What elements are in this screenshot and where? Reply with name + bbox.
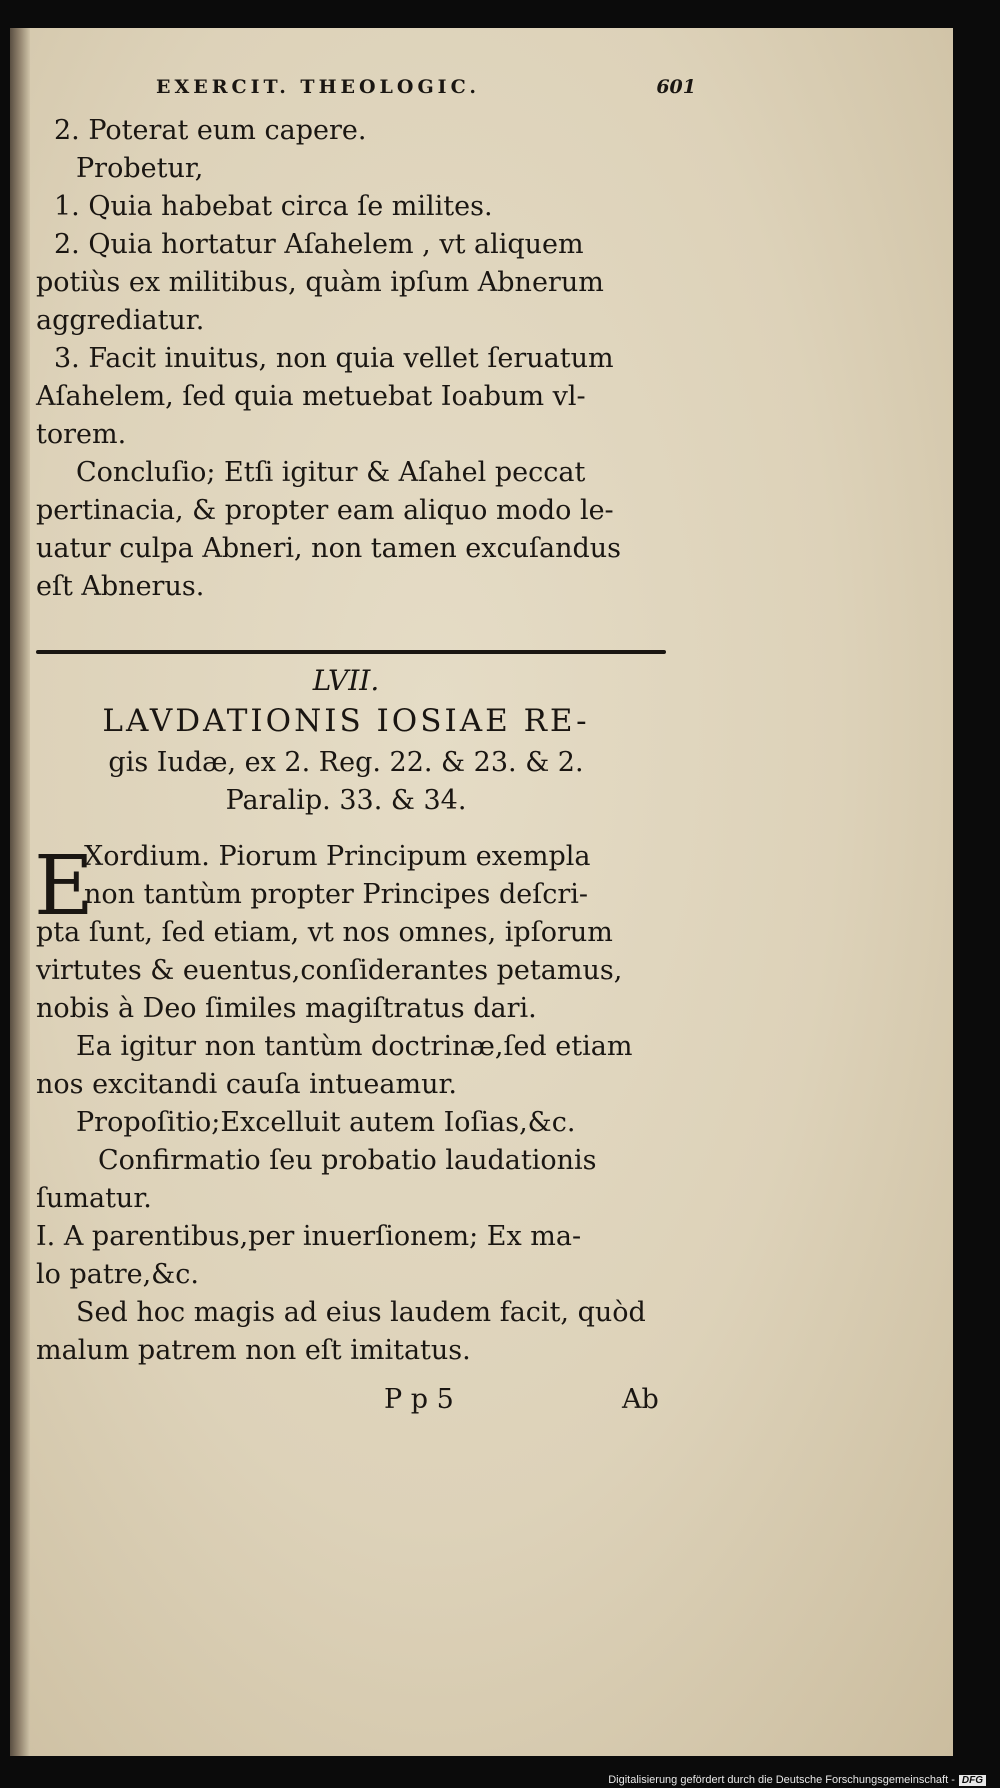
text-line: 1. Quia habebat circa ſe milites.	[54, 191, 493, 222]
book-page	[10, 28, 953, 1756]
text-line: ſumatur.	[36, 1183, 152, 1214]
text-line: Ea igitur non tantùm doctrinæ,ſed etiam	[76, 1031, 633, 1062]
text-line: malum patrem non eſt imitatus.	[36, 1335, 471, 1366]
text-line: aggrediatur.	[36, 305, 205, 336]
text-line: virtutes & euentus,conſiderantes petamus,	[36, 955, 623, 986]
section-title-line3: Paralip. 33. & 34.	[225, 785, 467, 816]
section-title-line2: gis Iudæ, ex 2. Reg. 22. & 23. & 2.	[108, 747, 584, 778]
section-divider-rule	[36, 650, 666, 654]
text-line: lo patre,&c.	[36, 1259, 199, 1290]
text-line: Probetur,	[76, 153, 204, 184]
dfg-logo: DFG	[959, 1775, 986, 1786]
text-line: I. A parentibus,per inuerſionem; Ex ma-	[36, 1221, 582, 1252]
text-line: torem.	[36, 419, 127, 450]
section-title-line1: LAVDATIONIS IOSIAE RE-	[102, 703, 590, 739]
text-line: Propoſitio;Excelluit autem Ioſias,&c.	[76, 1107, 576, 1138]
digitization-credit	[608, 1774, 986, 1786]
credit-text: Digitalisierung gefördert durch die Deutsche Forschungsgemeinschaft -	[608, 1774, 955, 1786]
running-header	[156, 76, 696, 98]
page-number: 601	[656, 76, 696, 98]
text-line: 2. Poterat eum capere.	[54, 115, 367, 146]
text-line: potiùs ex militibus, quàm ipſum Abnerum	[36, 267, 604, 298]
text-line: Confirmatio ſeu probatio laudationis	[98, 1145, 597, 1176]
text-line: Aſahelem, ſed quia metuebat Ioabum vl-	[36, 381, 586, 412]
text-line: Sed hoc magis ad eius laudem facit, quòd	[76, 1297, 646, 1328]
text-line: nos excitandi cauſa intueamur.	[36, 1069, 458, 1100]
page-footer	[26, 1384, 666, 1418]
section-number: LVII.	[312, 664, 380, 697]
running-title: EXERCIT. THEOLOGIC.	[156, 76, 480, 98]
text-line: pta ſunt, ſed etiam, vt nos omnes, ipſorum	[36, 917, 613, 948]
text-line: pertinacia, & propter eam aliquo modo le-	[36, 495, 614, 526]
drop-cap-initial: E	[34, 839, 94, 934]
page-gutter-shadow	[10, 28, 30, 1756]
catchword: Ab	[622, 1384, 659, 1415]
text-line: 3. Facit inuitus, non quia vellet ſeruatum	[54, 343, 614, 374]
signature-mark: P p 5	[384, 1384, 454, 1415]
text-line: eſt Abnerus.	[36, 571, 205, 602]
text-line: uatur culpa Abneri, non tamen excuſandus	[36, 533, 622, 564]
text-line: 2. Quia hortatur Aſahelem , vt aliquem	[54, 229, 584, 260]
text-line: Concluſio; Etſi igitur & Aſahel peccat	[76, 457, 586, 488]
text-line: non tantùm propter Principes deſcri-	[84, 879, 589, 910]
text-line: nobis à Deo ſimiles magiſtratus dari.	[36, 993, 537, 1024]
text-line: Xordium. Piorum Principum exempla	[84, 841, 591, 872]
